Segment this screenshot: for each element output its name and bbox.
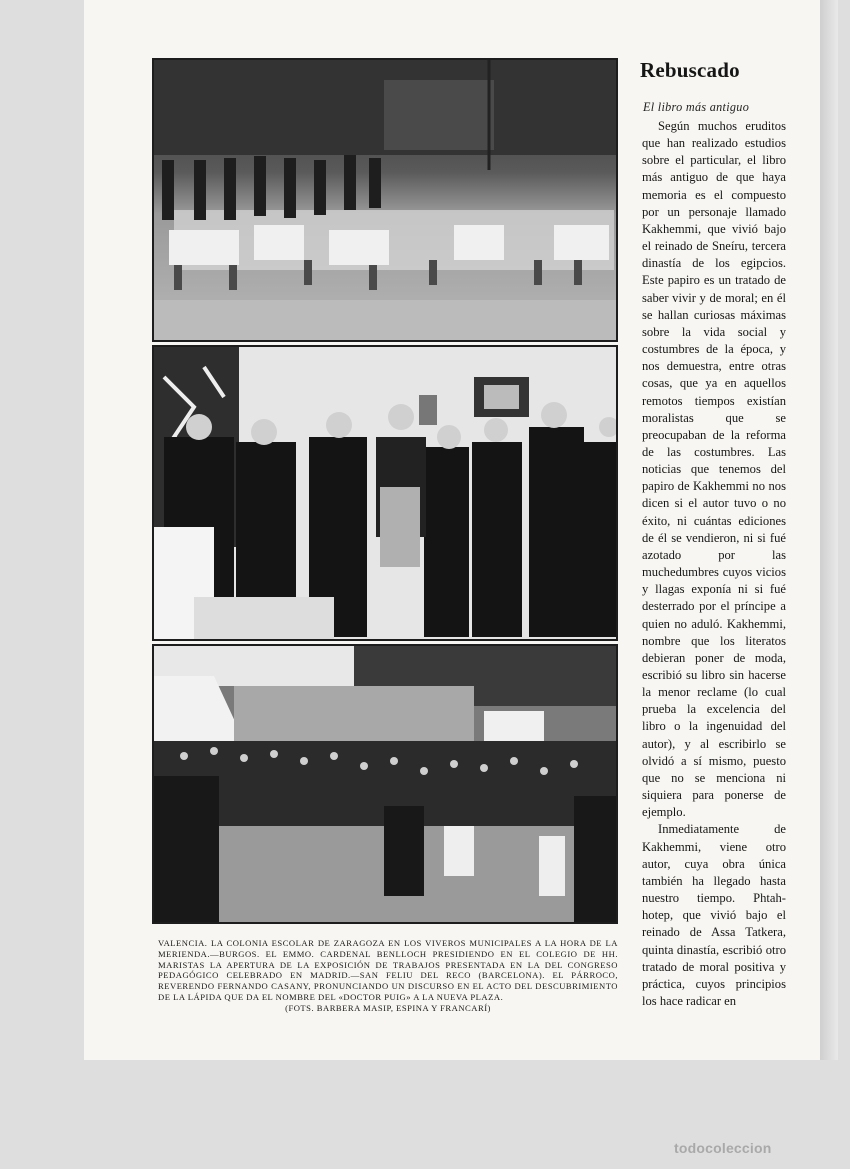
page-edge — [820, 0, 838, 1060]
caption-credit: (FOTS. BARBERA MASIP, ESPINA Y FRANCARÍ) — [285, 1002, 491, 1013]
column-body — [642, 118, 786, 1010]
photo-caption — [158, 938, 618, 1014]
photo-outdoor-crowd — [152, 644, 618, 924]
watermark: todocoleccion — [674, 1140, 772, 1156]
column-paragraph: Según muchos eruditos que han realizado estudios sobre el particular, el libro más antiguo de que haya memoria es el compuesto por un personaje llamado Kakhemmi, que vivió bajo el reinado de Sneíru, tercera dinastía de los egipcios. Este papiro es un tratado de saber vivir y de moral; en él se hallan curiosas máximas sobre la vida social y costumbres de la época, y nos demuestra, entre otras cosas, que ya en aquellos remotos tiempos existían moralistas que se preocupaban de la reforma de las costumbres. Las noticias que tenemos del papiro de Kakhemmi no nos dicen si el autor tuvo o no éxito, ni cuántas ediciones de él se vendieron, ni si fué azotado por las muchedumbres cuyos vicios y llagas exponía ni si fué desterrado por el príncipe a quien no aduló. Kakhemmi, nombre que los literatos debieran poner de moda, escribió su libro sin hacerse la menor reclame (lo cual prueba la excelencia del libro o la ingenuidad del autor), y al escribirlo se olvidó a sí mismo, puesto que no se menciona ni siquiera para ponerse de ejemplo. — [642, 119, 786, 820]
photo-clergy-group — [152, 345, 618, 641]
column-title: Rebuscado — [640, 58, 740, 82]
photo-outdoor-meal — [152, 58, 618, 342]
caption-text: VALENCIA. LA COLONIA ESCOLAR DE ZARAGOZA EN LOS VIVEROS MUNICIPALES A LA HORA DE LA MERIENDA.—BURGOS. EL EMMO. CARDENAL BENLLOCH PRESIDIENDO EN EL COLEGIO DE HH. MARISTAS LA APERTURA DE LA EXPOSICIÓN DE TRABAJOS PRESENTADA EN LA DEL CONGRESO PEDAGÓGICO CELEBRADO EN MADRID.—SAN FELIU DEL RECO (BARCELONA). EL PÁRROCO, REVERENDO FERNANDO CASANY, PRONUNCIANDO UN DISCURSO EN EL ACTO DEL DESCUBRIMIENTO DE LA LÁPIDA QUE DA EL NOMBRE DEL «DOCTOR PUIG» A LA NUEVA PLAZA. — [158, 938, 618, 1002]
column-subtitle: El libro más antiguo — [643, 100, 750, 114]
column-paragraph: Inmediatamente de Kakhemmi, viene otro autor, cuya obra única también ha llegado hasta nuestro tiempo. Phtah-hotep, que vivió bajo el reinado de Assa Tatkera, quinta dinastía, escribió otro tratado de moral positiva y práctica, cuyos principios los hace radicar en — [642, 822, 786, 1008]
